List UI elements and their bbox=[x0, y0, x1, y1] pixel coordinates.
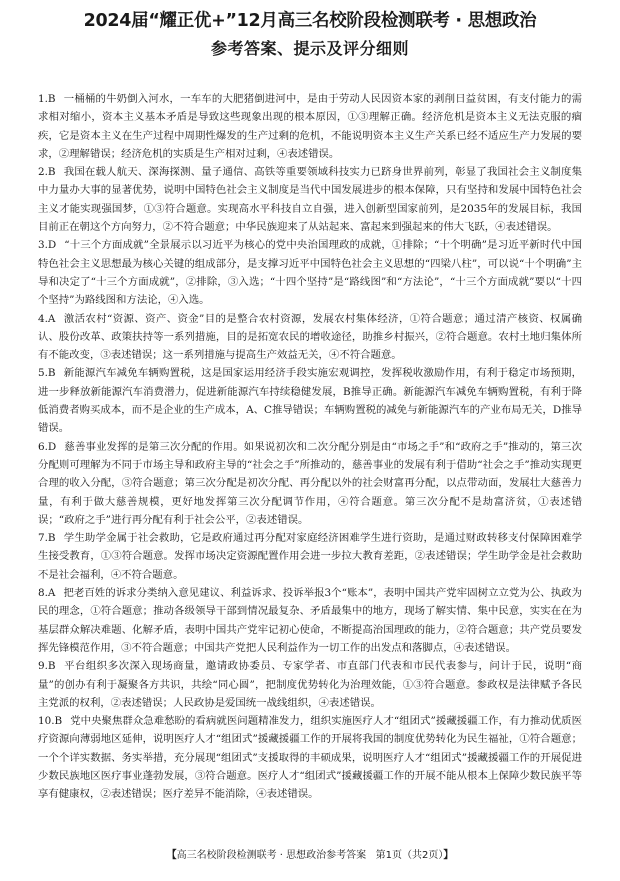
answer-number: 10. bbox=[38, 715, 55, 728]
answer-item-10 bbox=[38, 712, 582, 803]
answer-explanation: 党中央聚焦群众急难愁盼的看病就医问题精准发力，组织实施医疗人才“组团式”援藏援疆工作，有力推动优质医疗资源向薄弱地区延伸，说明医疗人才“组团式”援藏援疆工作的开展将我国的制度优势转化为民生福祉，①符合题意；一个个详实数据、务实举措，充分展现“组团式”支援取得的丰硕成果，说明医疗人才“组团式”援藏援疆工作的开展促进少数民族地区医疗事业蓬勃发展，③符合题意。医疗人才“组团式”援藏援疆工作的开展不能从根本上保障少数民族平等享有健康权，②表述错误；医疗差异不能消除，④表述错误。 bbox=[38, 715, 582, 801]
answer-explanation: 把老百姓的诉求分类纳入意见建议、利益诉求、投诉举报3个“账本”，表明中国共产党牢固树立立党为公、执政为民的理念，①符合题意；推动各级领导干部到情况最复杂、矛盾最集中的地方，现场了解实情、集中民意，实实在在为基层群众解决难题、化解矛盾，表明中国共产党牢记初心使命，不断提高治国理政的能力，②符合题意；共产党员要发挥先锋模范作用，③不符合题意；中国共产党把人民利益作为一切工作的出发点和落脚点，④表述错误。 bbox=[38, 587, 582, 654]
document-title: 2024届“耀正优+”12月高三名校阶段检测联考 · 思想政治 bbox=[83, 11, 537, 31]
answer-key: D bbox=[47, 440, 57, 453]
footer-exam-name: 高三名校阶段检测联考 · 思想政治参考答案 bbox=[176, 850, 367, 861]
footer-bracket-close: 】 bbox=[443, 850, 454, 861]
footer-page-info: 第1页（共2页） bbox=[375, 850, 444, 861]
page-footer bbox=[0, 846, 620, 861]
document-subtitle: 参考答案、提示及评分细则 bbox=[210, 39, 409, 58]
answer-explanation: 我国在载人航天、深海探测、量子通信、高铁等重要领域科技实力已跻身世界前列，彰显了我国社会主义制度集中力量办大事的显著优势，说明中国特色社会主义制度是当代中国发展进步的根本保障，只有坚持和发展中国特色社会主义才能实现强国梦，①③符合题意。实现高水平科技自立自强，进入创新型国家前列，是2035年的发展目标，我国目前正在朝这个方向努力，②不符合题意；中华民族迎来了从站起来、富起来到强起来的伟大飞跃，④表述错误。 bbox=[38, 166, 582, 234]
answer-key: B bbox=[54, 715, 63, 728]
answer-key: B bbox=[47, 660, 56, 673]
answer-number: 6. bbox=[38, 440, 48, 453]
answer-key: A bbox=[47, 587, 56, 600]
answer-explanation: 激活农村“资源、资产、资金”目的是整合农村资源，发展农村集体经济，①符合题意；通过清产核资、权属确认、股份改革、政策扶持等一系列措施，目的是拓宽农民的增收途径，助推乡村振兴，②符合题意。农村土地归集体所有不能改变，③表述错误；这一系列措施与提高生产效益无关，④不符合题意。 bbox=[38, 312, 582, 362]
answer-item-1 bbox=[38, 90, 582, 163]
answer-item-3 bbox=[38, 236, 582, 309]
answer-item-9 bbox=[38, 657, 582, 712]
answer-item-5 bbox=[38, 364, 582, 437]
answer-explanation: 新能源汽车减免车辆购置税，这是国家运用经济手段实施宏观调控，发挥税收激励作用，有利于稳定市场预期，进一步释放新能源汽车消费潜力，促进新能源汽车持续稳健发展，B推导正确。新能源汽车减免车辆购置税，有利于降低消费者购买成本，而不是企业的生产成本，A、C推导错误；车辆购置税的减免与新能源汽车的产业布局无关，D推导错误。 bbox=[38, 367, 582, 435]
answer-number: 8. bbox=[38, 587, 48, 600]
answer-key: B bbox=[47, 93, 56, 105]
answer-key: B bbox=[47, 166, 56, 179]
answer-explanation: 慈善事业发挥的是第三次分配的作用。如果说初次和二次分配分别是由“市场之手”和“政府之手”推动的，第三次分配则可理解为不同于市场主导和政府主导的“社会之手”所推动的，慈善事业的发展有利于借助“社会之手”推动实现更合理的收入分配，③符合题意；第三次分配是初次分配、再分配以外的社会财富再分配，以点带动面，发展壮大慈善力量，有利于做大慈善规模，更好地发挥第三次分配调节作用，④符合题意。第三次分配不是劫富济贫，①表述错误；“政府之手”进行再分配有利于社会公平，②表述错误。 bbox=[38, 440, 582, 526]
answer-key: B bbox=[47, 367, 56, 380]
answer-number: 7. bbox=[38, 532, 48, 545]
answer-number: 5. bbox=[38, 367, 48, 380]
answer-item-8 bbox=[38, 584, 582, 657]
answer-item-6 bbox=[38, 438, 582, 529]
answer-number: 1. bbox=[38, 93, 48, 105]
answer-key: A bbox=[47, 312, 56, 325]
answer-key: D bbox=[47, 239, 57, 252]
answer-item-4 bbox=[38, 310, 582, 365]
answer-number: 4. bbox=[38, 312, 48, 325]
answer-number: 9. bbox=[38, 660, 48, 673]
answer-explanation: 一桶桶的牛奶倒入河水，一车车的大肥猪倒进河中，是由于劳动人民因资本家的剥削日益贫困，有支付能力的需求相对缩小，资本主义基本矛盾是导致这些现象出现的根本原因，①③理解正确。经济危机是资本主义无法克服的痼疾，它是资本主义在生产过程中周期性爆发的生产过剩的危机，不能说明资本主义生产关系已经不适应生产力发展的要求，②理解错误；经济危机的实质是生产相对过剩，④表述错误。 bbox=[38, 93, 582, 160]
answer-number: 3. bbox=[38, 239, 48, 252]
answer-explanation: 平台组织多次深入现场商量，邀请政协委员、专家学者、市直部门代表和市民代表参与，问计于民，说明“商量”的创办有利于凝聚各方共识，共绘“同心圆”，把制度优势转化为治理效能，①③符合题意。参政权是法律赋予各民主党派的权利，②表述错误；人民政协是爱国统一战线组织，④表述错误。 bbox=[38, 660, 582, 709]
footer-bracket-open: 【 bbox=[166, 850, 177, 861]
answer-list bbox=[38, 90, 582, 804]
answer-key: B bbox=[47, 532, 56, 545]
answer-item-7 bbox=[38, 529, 582, 584]
answer-explanation: 学生助学金属于社会救助，它是政府通过再分配对家庭经济困难学生进行资助，是通过财政转移支付保障困难学生接受教育，①③符合题意。发挥市场决定资源配置作用会进一步拉大教育差距，②表述错误；学生助学金是社会救助不是社会福利，④不符合题意。 bbox=[38, 532, 582, 581]
answer-number: 2. bbox=[38, 166, 48, 179]
answer-item-2 bbox=[38, 163, 582, 236]
answer-explanation: “十三个方面成就”全景展示以习近平为核心的党中央治国理政的成就，①排除；“十个明确”是习近平新时代中国特色社会主义思想最为核心关键的组成部分，是支撑习近平中国特色社会主义思想的“四梁八柱”，可以说“十个明确”主导和决定了“十三个方面成就”，②排除，③入选；“十四个坚持”是“路线图”和“方法论”，“十三个方面成就”要以“十四个坚持”为路线图和方法论，④入选。 bbox=[38, 239, 582, 307]
